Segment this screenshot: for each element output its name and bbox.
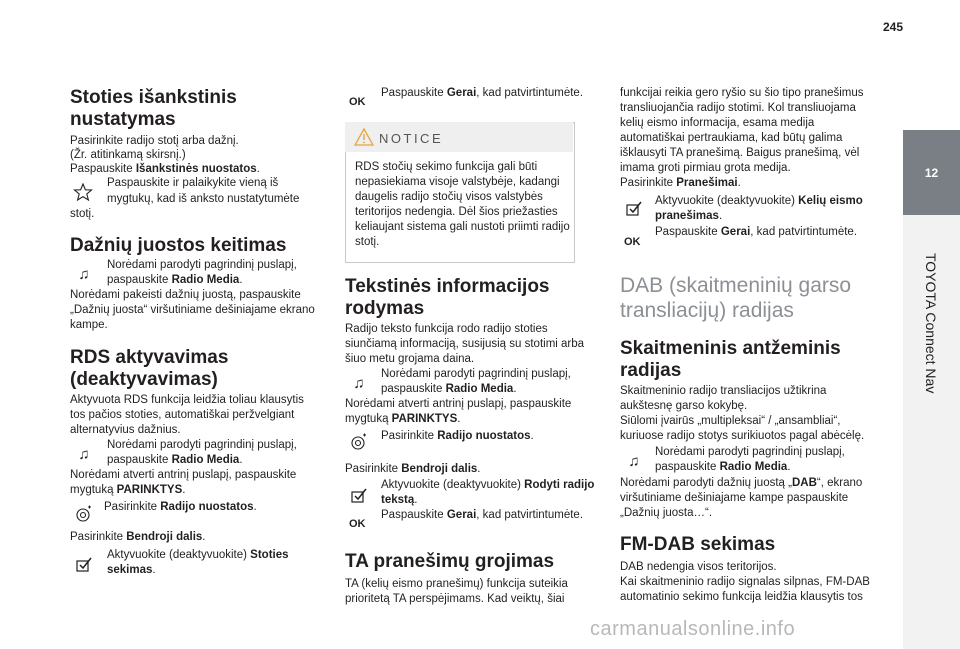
presets-press-line: Paspauskite Išankstinės nuostatos.: [70, 163, 260, 175]
d-band-line3: „Dažnių juosta…“.: [620, 507, 713, 519]
heading-fm-dab: FM-DAB sekimas: [620, 534, 776, 555]
ta-text-line1: TA (kelių eismo pranešimų) funkcija suteikia: [345, 578, 568, 590]
ta-cont-line5: išklausyti TA pranešimą. Baigus pranešimą, vėl: [620, 147, 860, 159]
band-text-line2: „Dažnių juosta“ viršutiniame dešiniajame ekrano: [70, 304, 315, 316]
ta-cont-line2: transliuojančia radijo stotimi. Kol transliuojama: [620, 102, 856, 114]
t-activate-line2: tekstą.: [381, 494, 418, 506]
terr-text-line4: kuriuose radijo stotys surikiuotos pagal abėcėlę.: [620, 430, 865, 442]
heading-dab-line1: DAB (skaitmeninių garso: [620, 274, 852, 297]
rds-open-line: Norėdami atverti antrinį puslapį, paspauskite: [70, 469, 297, 481]
ok-icon: OK: [349, 518, 366, 530]
notice-text-line5: keliaujant sistema gali nustoti priimti radijo: [355, 221, 570, 233]
d-band-line1: Norėdami parodyti dažnių juostą „DAB“, ekrano: [620, 477, 863, 489]
terr-text-line3: Siūlomi įvairūs „multipleksai“ / „ansambliai“,: [620, 415, 841, 427]
band-text-line1: Norėdami pakeisti dažnių juostą, paspauskite: [70, 289, 301, 301]
ta-cont-line6: imama groti pirmiau grota medija.: [620, 162, 791, 174]
checkbox-icon: [348, 487, 370, 505]
music-note-icon: ♫: [78, 445, 90, 463]
heading-rds-line1: RDS aktyvavimas: [70, 347, 229, 368]
notice-text-line4: teritorijos nedengia. Dėl šios priežasties: [355, 206, 558, 218]
ok-icon: OK: [349, 96, 366, 108]
confirm-line-top: Paspauskite Gerai, kad patvirtintumėte.: [381, 87, 584, 99]
heading-terrestrial-line1: Skaitmeninis antžeminis: [620, 338, 841, 359]
warning-icon: [354, 128, 374, 146]
t-activate-line1: Aktyvuokite (deaktyvuokite) Rodyti radijo: [381, 479, 595, 491]
heading-ta: TA pranešimų grojimas: [345, 551, 555, 572]
heading-dab-line2: transliacijų) radijas: [620, 299, 794, 322]
heading-text-line2: rodymas: [345, 298, 425, 319]
terr-text-line2: aukštesnę garso kokybę.: [620, 400, 748, 412]
fm-text-line3: automatinio sekimo funkcija leidžia klausytis tos: [620, 591, 863, 603]
t-step-line2: paspauskite Radio Media.: [381, 383, 517, 395]
ta-select-announcements: Pasirinkite Pranešimai.: [620, 177, 741, 189]
band-text-line3: kampe.: [70, 319, 108, 331]
rds-select-settings: Pasirinkite Radijo nuostatos.: [104, 501, 257, 513]
ta-activate-line1: Aktyvuokite (deaktyvuokite) Kelių eismo: [655, 195, 863, 207]
star-icon: [72, 183, 94, 201]
page-number: 245: [883, 20, 904, 34]
heading-terrestrial-line2: radijas: [620, 360, 682, 381]
notice-text-line6: stotį.: [355, 236, 380, 248]
t-open-line: Norėdami atverti antrinį puslapį, paspauskite: [345, 398, 572, 410]
music-note-icon: ♫: [353, 374, 365, 392]
ta-cont-line1: funkcijai reikia gero ryšio su šio tipo pranešimus: [620, 87, 864, 99]
presets-step-line1: Paspauskite ir palaikykite vieną iš: [107, 177, 279, 189]
notice-title: NOTICE: [379, 131, 444, 146]
checkbox-icon: [73, 556, 95, 574]
d-step-line1: Norėdami parodyti pagrindinį puslapį,: [655, 446, 845, 458]
heading-presets-line2: nustatymas: [70, 109, 176, 130]
radio-settings-icon: [73, 505, 95, 523]
heading-presets-line1: Stoties išankstinis: [70, 87, 237, 108]
text-info-line3: šiuo metu grojama daina.: [345, 353, 475, 365]
notice-text-line1: RDS stočių sekimo funkcija gali būti: [355, 161, 538, 173]
rds-activate-line1: Aktyvuokite (deaktyvuokite) Stoties: [107, 549, 289, 561]
band-step-line1: Norėdami parodyti pagrindinį puslapį,: [107, 259, 297, 271]
presets-step-end: stotį.: [70, 208, 95, 220]
rds-text-line2: tos pačios stoties, automatiškai peržvelgiant: [70, 409, 295, 421]
text-info-line1: Radijo teksto funkcija rodo radijo stoties: [345, 323, 548, 335]
music-note-icon: ♫: [628, 452, 640, 470]
ta-activate-line2: pranešimas.: [655, 210, 723, 222]
rds-select-general: Pasirinkite Bendroji dalis.: [70, 531, 206, 543]
music-note-icon: ♫: [78, 265, 90, 283]
ta-text-line2: prioritetą TA perspėjimams. Kad veiktų, šiai: [345, 593, 565, 605]
ta-cont-line3: kelių eismo informacija, esama medija: [620, 117, 815, 129]
d-step-line2: paspauskite Radio Media.: [655, 461, 791, 473]
rds-text-line3: alternatyvius dažnius.: [70, 424, 181, 436]
presets-text-line1: Pasirinkite radijo stotį arba dažnį.: [70, 135, 239, 147]
heading-rds-line2: (deaktyvavimas): [70, 369, 218, 390]
rds-options-line: mygtuką PARINKTYS.: [70, 484, 186, 496]
t-step-line1: Norėdami parodyti pagrindinį puslapį,: [381, 368, 571, 380]
d-band-line2: viršutiniame dešiniajame kampe paspauskite: [620, 492, 849, 504]
notice-text-line3: daugelis radijo stočių visos valstybės: [355, 191, 543, 203]
rds-step-line1: Norėdami parodyti pagrindinį puslapį,: [107, 439, 297, 451]
watermark: carmanualsonline.info: [590, 618, 796, 640]
fm-text-line2: Kai skaitmeninio radijo signalas silpnas, FM-DAB: [620, 576, 870, 588]
side-tab-title: TOYOTA Connect Nav: [923, 253, 939, 394]
radio-settings-icon: [348, 433, 370, 451]
chapter-number: 12: [903, 130, 960, 215]
ok-icon: OK: [624, 236, 641, 248]
ta-cont-line4: automatiškai pertraukiama, kad būtų galima: [620, 132, 843, 144]
text-info-line2: siunčiamą informaciją, susijusią su stotimi arba: [345, 338, 585, 350]
band-step-line2: paspauskite Radio Media.: [107, 274, 243, 286]
terr-text-line1: Skaitmeninio radijo transliacijos užtikrina: [620, 385, 827, 397]
notice-text-line2: nepasiekiama visoje valstybėje, kadangi: [355, 176, 560, 188]
ta-confirm-line: Paspauskite Gerai, kad patvirtintumėte.: [655, 226, 858, 238]
t-select-settings: Pasirinkite Radijo nuostatos.: [381, 430, 534, 442]
presets-text-line2: (Žr. atitinkamą skirsnį.): [70, 149, 186, 161]
t-options-line: mygtuką PARINKTYS.: [345, 413, 461, 425]
checkbox-icon: [623, 200, 645, 218]
rds-activate-line2: sekimas.: [107, 564, 156, 576]
t-select-general: Pasirinkite Bendroji dalis.: [345, 463, 481, 475]
heading-band: Dažnių juostos keitimas: [70, 235, 287, 256]
rds-step-line2: paspauskite Radio Media.: [107, 454, 243, 466]
heading-text-line1: Tekstinės informacijos: [345, 276, 550, 297]
fm-text-line1: DAB nedengia visos teritorijos.: [620, 561, 777, 573]
presets-step-line2: mygtukų, kad iš anksto nustatytumėte: [107, 193, 300, 205]
rds-text-line1: Aktyvuota RDS funkcija leidžia toliau klausytis: [70, 394, 304, 406]
confirm-line-mid: Paspauskite Gerai, kad patvirtintumėte.: [381, 509, 584, 521]
